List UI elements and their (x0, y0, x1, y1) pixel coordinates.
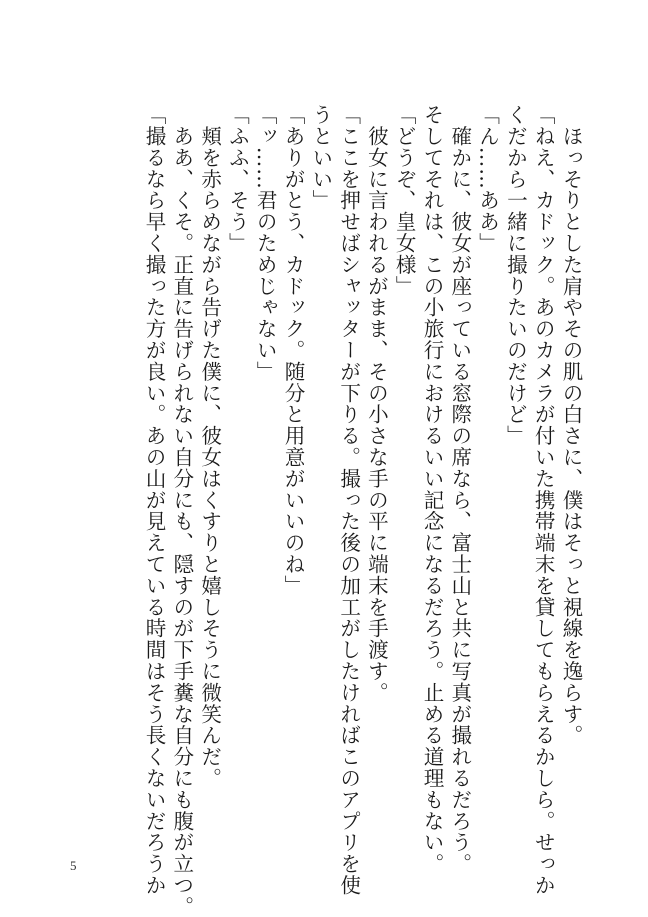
text-line: うといい」 (308, 104, 333, 211)
text-line: 「撮るなら早く撮った方が良い。あの山が見えている時間はそう長くないだろうか (142, 104, 167, 896)
text-line: 彼女に言われるがまま、その小さな手の平に端末を手渡す。 (364, 104, 389, 704)
text-line: 「どうぞ、皇女様」 (392, 104, 417, 297)
text-line: 確かに、彼女が座っている窓際の席なら、富士山と共に写真が撮れるだろう。 (447, 104, 472, 875)
text-line: ああ、くそ。正直に告げられない自分にも、隠すのが下手糞な自分にも腹が立つ。 (169, 104, 194, 917)
text-line: 頬を赤らめながら告げた僕に、彼女はくすりと嬉しそうに微笑んだ。 (197, 104, 222, 789)
text-line: くだから一緒に撮りたいのだけど」 (503, 104, 528, 447)
text-line: ほっそりとした肩やその肌の白さに、僕はそっと視線を逸らす。 (559, 104, 583, 746)
text-line: 「ねえ、カドック。あのカメラが付いた携帯端末を貸してもらえるかしら。せっか (531, 104, 556, 896)
text-line: 「ん……ああ」 (475, 104, 500, 254)
text-line: 「ここを押せばシャッターが下りる。撮った後の加工がしたければこのアプリを使 (336, 104, 361, 896)
text-line: 「ありがとう、カドック。随分と用意がいいのね」 (281, 104, 306, 597)
page-number: 5 (70, 858, 77, 873)
vertical-text-body (139, 104, 584, 917)
text-line: そしてそれは、この小旅行におけるいい記念になるだろう。止める道理もない。 (420, 104, 445, 875)
text-line: 「ふふ、そう」 (225, 104, 250, 254)
text-line: 「ッ……君のためじゃない」 (253, 104, 278, 383)
